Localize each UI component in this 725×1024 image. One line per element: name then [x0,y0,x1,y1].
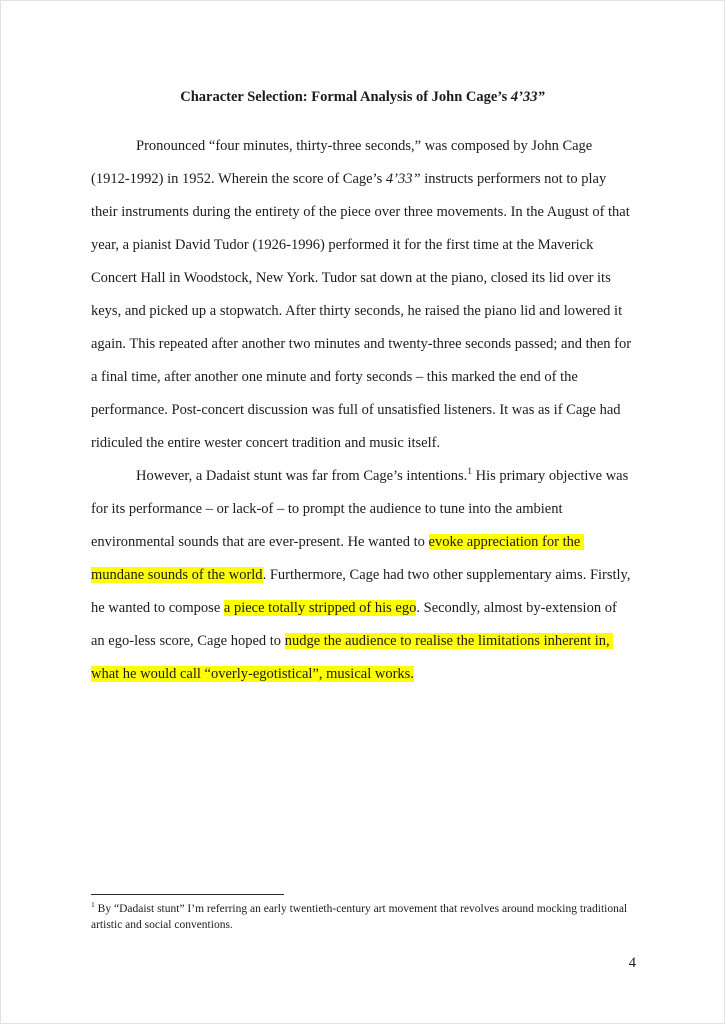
text-run: Character Selection: Formal Analysis of John Cage’s [180,89,511,105]
document-title [91,81,634,114]
page-number: 4 [628,955,636,971]
footnote-marker: 1 [91,900,95,910]
text-run: instructs performers not to play their instruments during the entirety of the piece over three movements. In the August of that year, a pianist David Tudor (1926-1996) performed it for the first time at the Maverick Concert Hall in Woodstock, New York. Tudor sat down at the piano, closed its lid over its keys, and picked up a stopwatch. After thirty seconds, he raised the piano lid and lowered it again. This repeated after another two minutes and twenty-three seconds passed; and then for a final time, after another one minute and forty seconds – this marked the end of the performance. Post-concert discussion was full of unsatisfied listeners. It was as if Cage had ridiculed the entire wester concert tradition and music itself. [91,171,635,451]
footnote-marker: 1 [467,466,473,478]
footnote-area [91,894,634,933]
text-run: . Secondly, almost by-extension of an ego-less score, Cage hoped to [91,600,621,649]
text-run: However, a Dadaist stunt was far from Cage’s intentions. [136,468,468,484]
text-run: By “Dadaist stunt” I’m referring an early twentieth-century art movement that revolves around mocking traditional artistic and social conventions. [91,903,631,931]
footnote-separator-rule [91,894,284,895]
text-run: His primary objective was for its performance – or lack-of – to prompt the audience to tune into the ambient environmental sounds that are ever-present. He wanted to [91,468,632,550]
footnote-text [91,901,634,933]
text-run: 4’33” [510,89,545,105]
text-run: 4’33” [385,171,421,187]
text-run: . Furthermore, Cage had two other supplementary aims. Firstly, he wanted to compose [91,567,635,616]
paragraph-1 [91,130,634,460]
highlighted-text: nudge the audience to realise the limitations inherent in, what he would call “overly-egotistical”, musical works. [91,633,614,682]
document-content [1,1,724,691]
highlighted-text: evoke appreciation for the mundane sounds of the world [91,534,584,583]
text-run: Pronounced “four minutes, thirty-three seconds,” was composed by John Cage (1912-1992) in 1952. Wherein the score of Cage’s [91,138,596,187]
paragraph-2 [91,460,634,691]
highlighted-text: a piece totally stripped of his ego [223,600,417,616]
